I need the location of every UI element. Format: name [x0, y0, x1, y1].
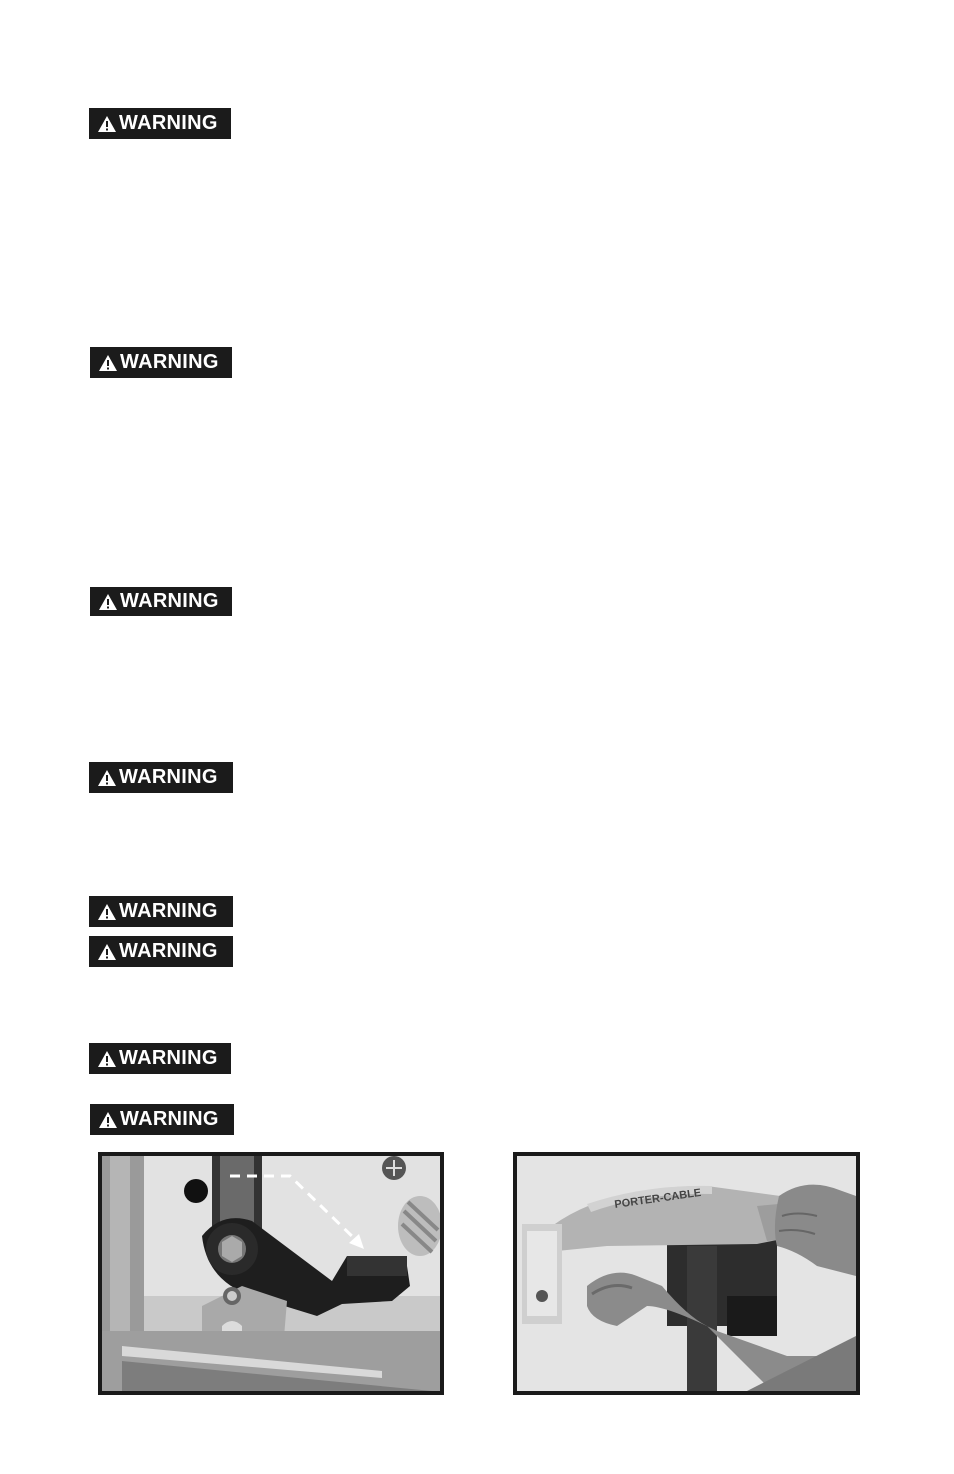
- warning-label: WARNING: [119, 1047, 218, 1069]
- warning-label: WARNING: [119, 766, 218, 788]
- warning-triangle-icon: [97, 1050, 117, 1068]
- warning-badge-4: [89, 762, 233, 793]
- warning-badge-7: [89, 1043, 231, 1074]
- warning-badge-8: [90, 1104, 234, 1135]
- warning-triangle-icon: [97, 769, 117, 787]
- warning-triangle-icon: [98, 593, 118, 611]
- warning-label: WARNING: [119, 112, 218, 134]
- saw-operation-photo: [517, 1156, 856, 1391]
- figure-saw-operation: [513, 1152, 860, 1395]
- warning-label: WARNING: [120, 1108, 219, 1130]
- warning-badge-1: [89, 108, 231, 139]
- warning-badge-3: [90, 587, 232, 616]
- brand-mark: PORTER-CABLE: [613, 1186, 702, 1211]
- warning-triangle-icon: [97, 943, 117, 961]
- warning-badge-5: [89, 896, 233, 927]
- warning-badge-2: [90, 347, 232, 378]
- warning-label: WARNING: [120, 351, 219, 373]
- warning-triangle-icon: [98, 1111, 118, 1129]
- warning-triangle-icon: [97, 903, 117, 921]
- warning-triangle-icon: [97, 115, 117, 133]
- figure-blade-guard-lever: [98, 1152, 444, 1395]
- warning-triangle-icon: [98, 354, 118, 372]
- warning-label: WARNING: [119, 940, 218, 962]
- warning-label: WARNING: [119, 900, 218, 922]
- warning-badge-6: [89, 936, 233, 967]
- blade-guard-lever-photo: [102, 1156, 440, 1391]
- warning-label: WARNING: [120, 590, 219, 612]
